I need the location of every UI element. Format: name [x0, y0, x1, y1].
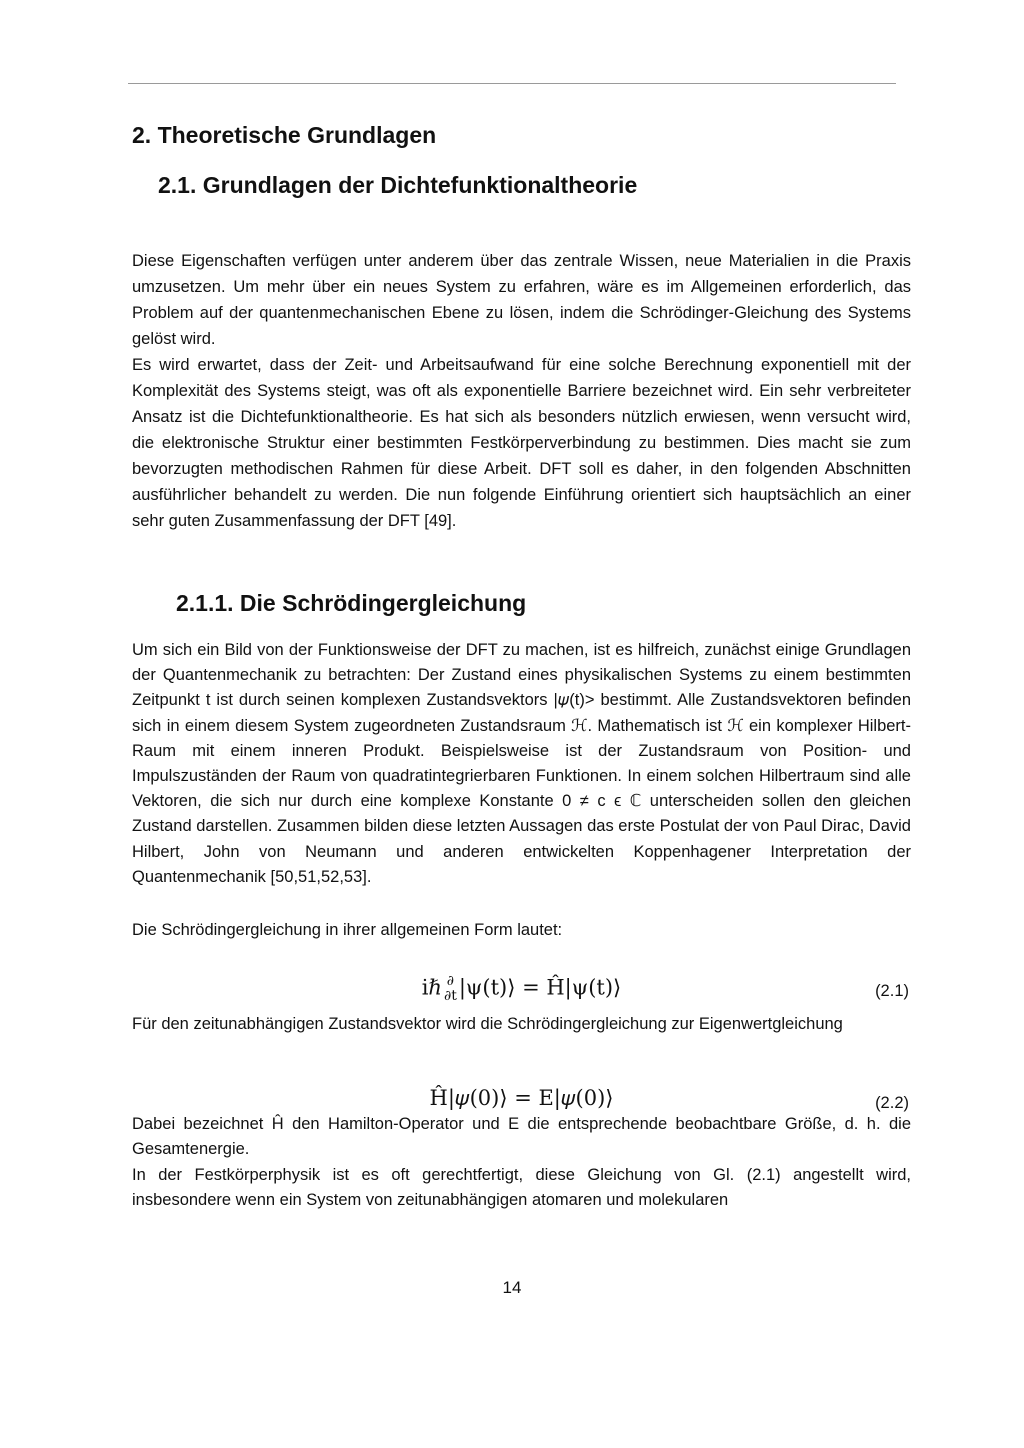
partial-derivative-fraction	[444, 974, 457, 1004]
subsection-heading: 2.1.1. Die Schrödingergleichung	[176, 590, 527, 616]
paragraph-quantum-basics: Um sich ein Bild von der Funktionsweise der DFT zu machen, ist es hilfreich, zunächst einige Grundlagen der Quantenmechanik zu betrachten: Der Zustand eines physikalischen Systems zu einem bestimmten Zeitpunkt t ist durch seinen komplexen Zustandsvektors |𝜓(t)> bestimmt. Alle Zustandsvektoren befinden sich in einem diesem System zugeordneten Zustandsraum ℋ. Mathematisch ist ℋ ein komplexer Hilbert-Raum mit einem inneren Produkt. Beispielsweise ist der Zustandsraum von Position- und Impulszuständen der Raum von quadratintegrierbaren Funktionen. In einem solchen Hilbertraum sind alle Vektoren, die sich nur durch eine komplexe Konstante 0 ≠ c ϵ ℂ unterscheiden sollen den gleichen Zustand darstellen. Zusammen bilden diese letzten Aussagen das erste Postulat der von Paul Dirac, David Hilbert, John von Neumann und anderen entwickelten Koppenhagener Interpretation der Quantenmechanik [50,51,52,53].	[132, 641, 911, 886]
equation-2-1-number: (2.1)	[875, 982, 909, 1000]
paragraph-hamiltonian: Dabei bezeichnet Ĥ den Hamilton-Operator und E die entsprechende beobachtbare Größe, d. h. die Gesamtenergie.	[132, 1115, 911, 1159]
equation-2-2-formula: Ĥ|𝜓(0)⟩ = E|𝜓(0)⟩	[429, 1086, 614, 1110]
equation-2-1-rest: |ψ(t)⟩ = Ĥ|ψ(t)⟩	[458, 975, 622, 1000]
equation-2-1-formula	[132, 974, 911, 1004]
page-number: 14	[502, 1278, 522, 1297]
fraction-denominator: ∂t	[443, 988, 457, 1004]
header-rule	[128, 83, 896, 84]
paragraph-eigenvalue-intro: Für den zeitunabhängigen Zustandsvektor wird die Schrödingergleichung zur Eigenwertgleichung	[132, 1015, 843, 1033]
section-heading: 2.1. Grundlagen der Dichtefunktionaltheorie	[158, 172, 638, 198]
paragraph-equation-intro: Die Schrödingergleichung in ihrer allgemeinen Form lautet:	[132, 921, 563, 939]
paragraph-dft-motivation: Es wird erwartet, dass der Zeit- und Arbeitsaufwand für eine solche Berechnung exponentiell mit der Komplexität des Systems steigt, was oft als exponentielle Barriere bezeichnet wird. Ein sehr verbreiteter Ansatz ist die Dichtefunktionaltheorie. Es hat sich als besonders nützlich erwiesen, wenn versucht wird, die elektronische Struktur einer bestimmten Festkörperverbindung zu bestimmen. Dies macht sie zum bevorzugten methodischen Rahmen für diese Arbeit. DFT soll es daher, in den folgenden Abschnitten ausführlicher behandelt zu werden. Die nun folgende Einführung orientiert sich hauptsächlich an einer sehr guten Zusammenfassung der DFT [49].	[132, 356, 911, 530]
chapter-heading: 2. Theoretische Grundlagen	[132, 122, 437, 148]
fraction-numerator: ∂	[446, 973, 455, 989]
equation-2-1	[132, 968, 911, 1008]
equation-2-1-prefix: iℏ	[421, 975, 442, 1000]
paragraph-intro: Diese Eigenschaften verfügen unter anderem über das zentrale Wissen, neue Materialien in die Praxis umzusetzen. Um mehr über ein neues System zu erfahren, wäre es im Allgemeinen erforderlich, das Problem auf der quantenmechanischen Ebene zu lösen, indem die Schrödinger-Gleichung des Systems gelöst wird.	[132, 252, 911, 348]
equation-2-2-number: (2.2)	[875, 1094, 909, 1112]
paragraph-solid-state: In der Festkörperphysik ist es oft gerechtfertigt, diese Gleichung von Gl. (2.1) angestellt wird, insbesondere wenn ein System von zeitunabhängigen atomaren und molekularen	[132, 1166, 911, 1210]
